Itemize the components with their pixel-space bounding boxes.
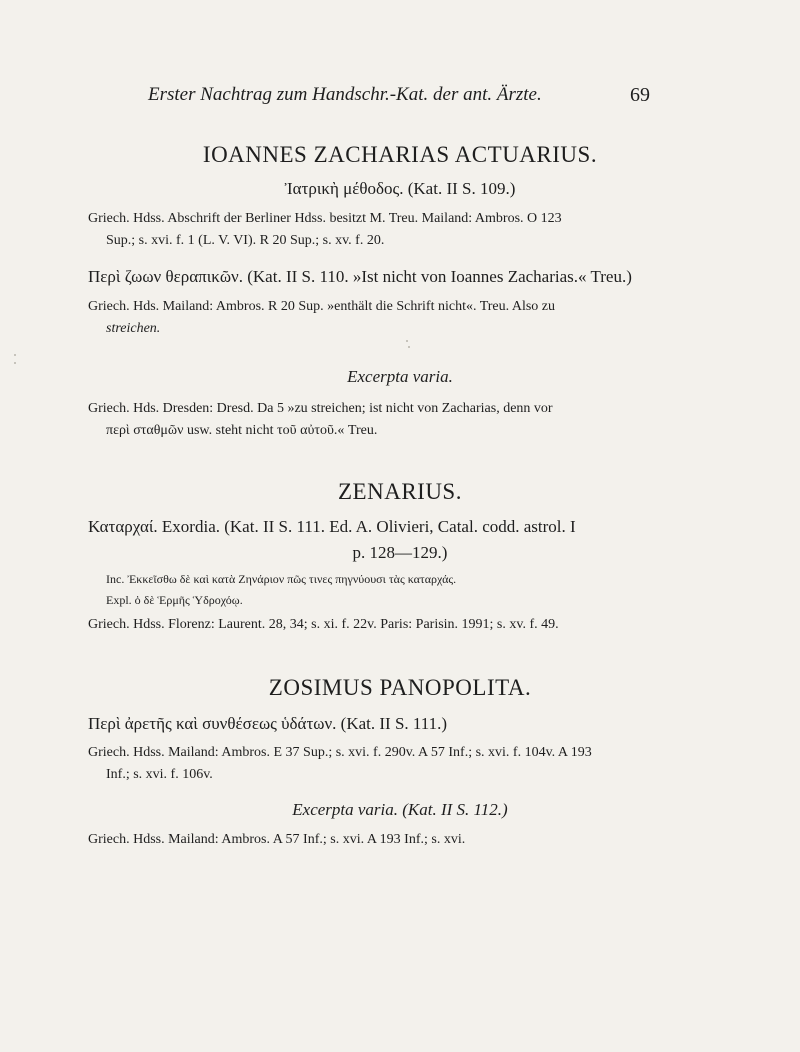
paper-speck — [408, 346, 410, 348]
text-line: Griech. Hds. Mailand: Ambros. R 20 Sup. »enthält die Schrift nicht«. Treu. Also zu — [88, 299, 556, 314]
incipit-line: Inc. Ἐκκεῖσθω δὲ καὶ κατὰ Ζηνάριον πῶς τινες πηγνύουσι τὰς καταρχάς. — [106, 572, 457, 586]
paper-speck — [14, 354, 16, 356]
text-line: streichen. — [106, 321, 161, 336]
paper-speck — [14, 362, 16, 364]
work-title-peri-zoon: Περὶ ζωων θεραπικῶν. (Kat. II S. 110. »Ist nicht von Ioannes Zacharias.« Treu.) — [88, 267, 632, 286]
text-line: Griech. Hdss. Mailand: Ambros. E 37 Sup.; s. xvi. f. 290v. A 57 Inf.; s. xvi. f. 104v. A 193 — [88, 745, 592, 760]
paper-speck — [406, 340, 408, 342]
subheading-excerpta: Excerpta varia. — [347, 367, 453, 386]
text-line: Griech. Hdss. Abschrift der Berliner Hdss. besitzt M. Treu. Mailand: Ambros. O 123 — [88, 211, 562, 226]
work-title-peri-aretes: Περὶ ἀρετῆς καὶ συνθέσεως ὑδάτων. (Kat. II S. 111.) — [88, 714, 448, 733]
text-line: Griech. Hdss. Mailand: Ambros. A 57 Inf.; s. xvi. A 193 Inf.; s. xvi. — [88, 832, 466, 847]
page-number: 69 — [630, 84, 650, 106]
section-heading-zenarius: ZENARIUS. — [338, 479, 462, 504]
section-heading-zosimus: ZOSIMUS PANOPOLITA. — [268, 675, 532, 700]
text-line: περὶ σταθμῶν usw. steht nicht τοῦ αὐτοῦ.« Treu. — [106, 423, 378, 438]
section-heading-ioannes: IOANNES ZACHARIAS ACTUARIUS. — [202, 142, 598, 167]
text-line: p. 128—129.) — [352, 543, 448, 562]
text-line: Griech. Hds. Dresden: Dresd. Da 5 »zu streichen; ist nicht von Zacharias, denn vor — [88, 401, 553, 416]
text-line: Sup.; s. xvi. f. 1 (L. V. VI). R 20 Sup.; s. xv. f. 20. — [106, 233, 385, 248]
explicit-line: Expl. ὁ δὲ Ἑρμῆς Ὑδροχόῳ. — [106, 593, 243, 607]
work-title-iatrike: Ἰατρικὴ μέθοδος. (Kat. II S. 109.) — [284, 179, 516, 198]
text-line: Inf.; s. xvi. f. 106v. — [106, 767, 213, 782]
subheading-excerpta-zosimus: Excerpta varia. (Kat. II S. 112.) — [292, 800, 508, 819]
running-head-title: Erster Nachtrag zum Handschr.-Kat. der ant. Ärzte. — [148, 84, 542, 105]
text-line: Griech. Hdss. Florenz: Laurent. 28, 34; s. xi. f. 22v. Paris: Parisin. 1991; s. xv. f. 49. — [88, 617, 559, 632]
work-title-katarchai: Καταρχαί. Exordia. (Kat. II S. 111. Ed. A. Olivieri, Catal. codd. astrol. I — [88, 517, 576, 536]
